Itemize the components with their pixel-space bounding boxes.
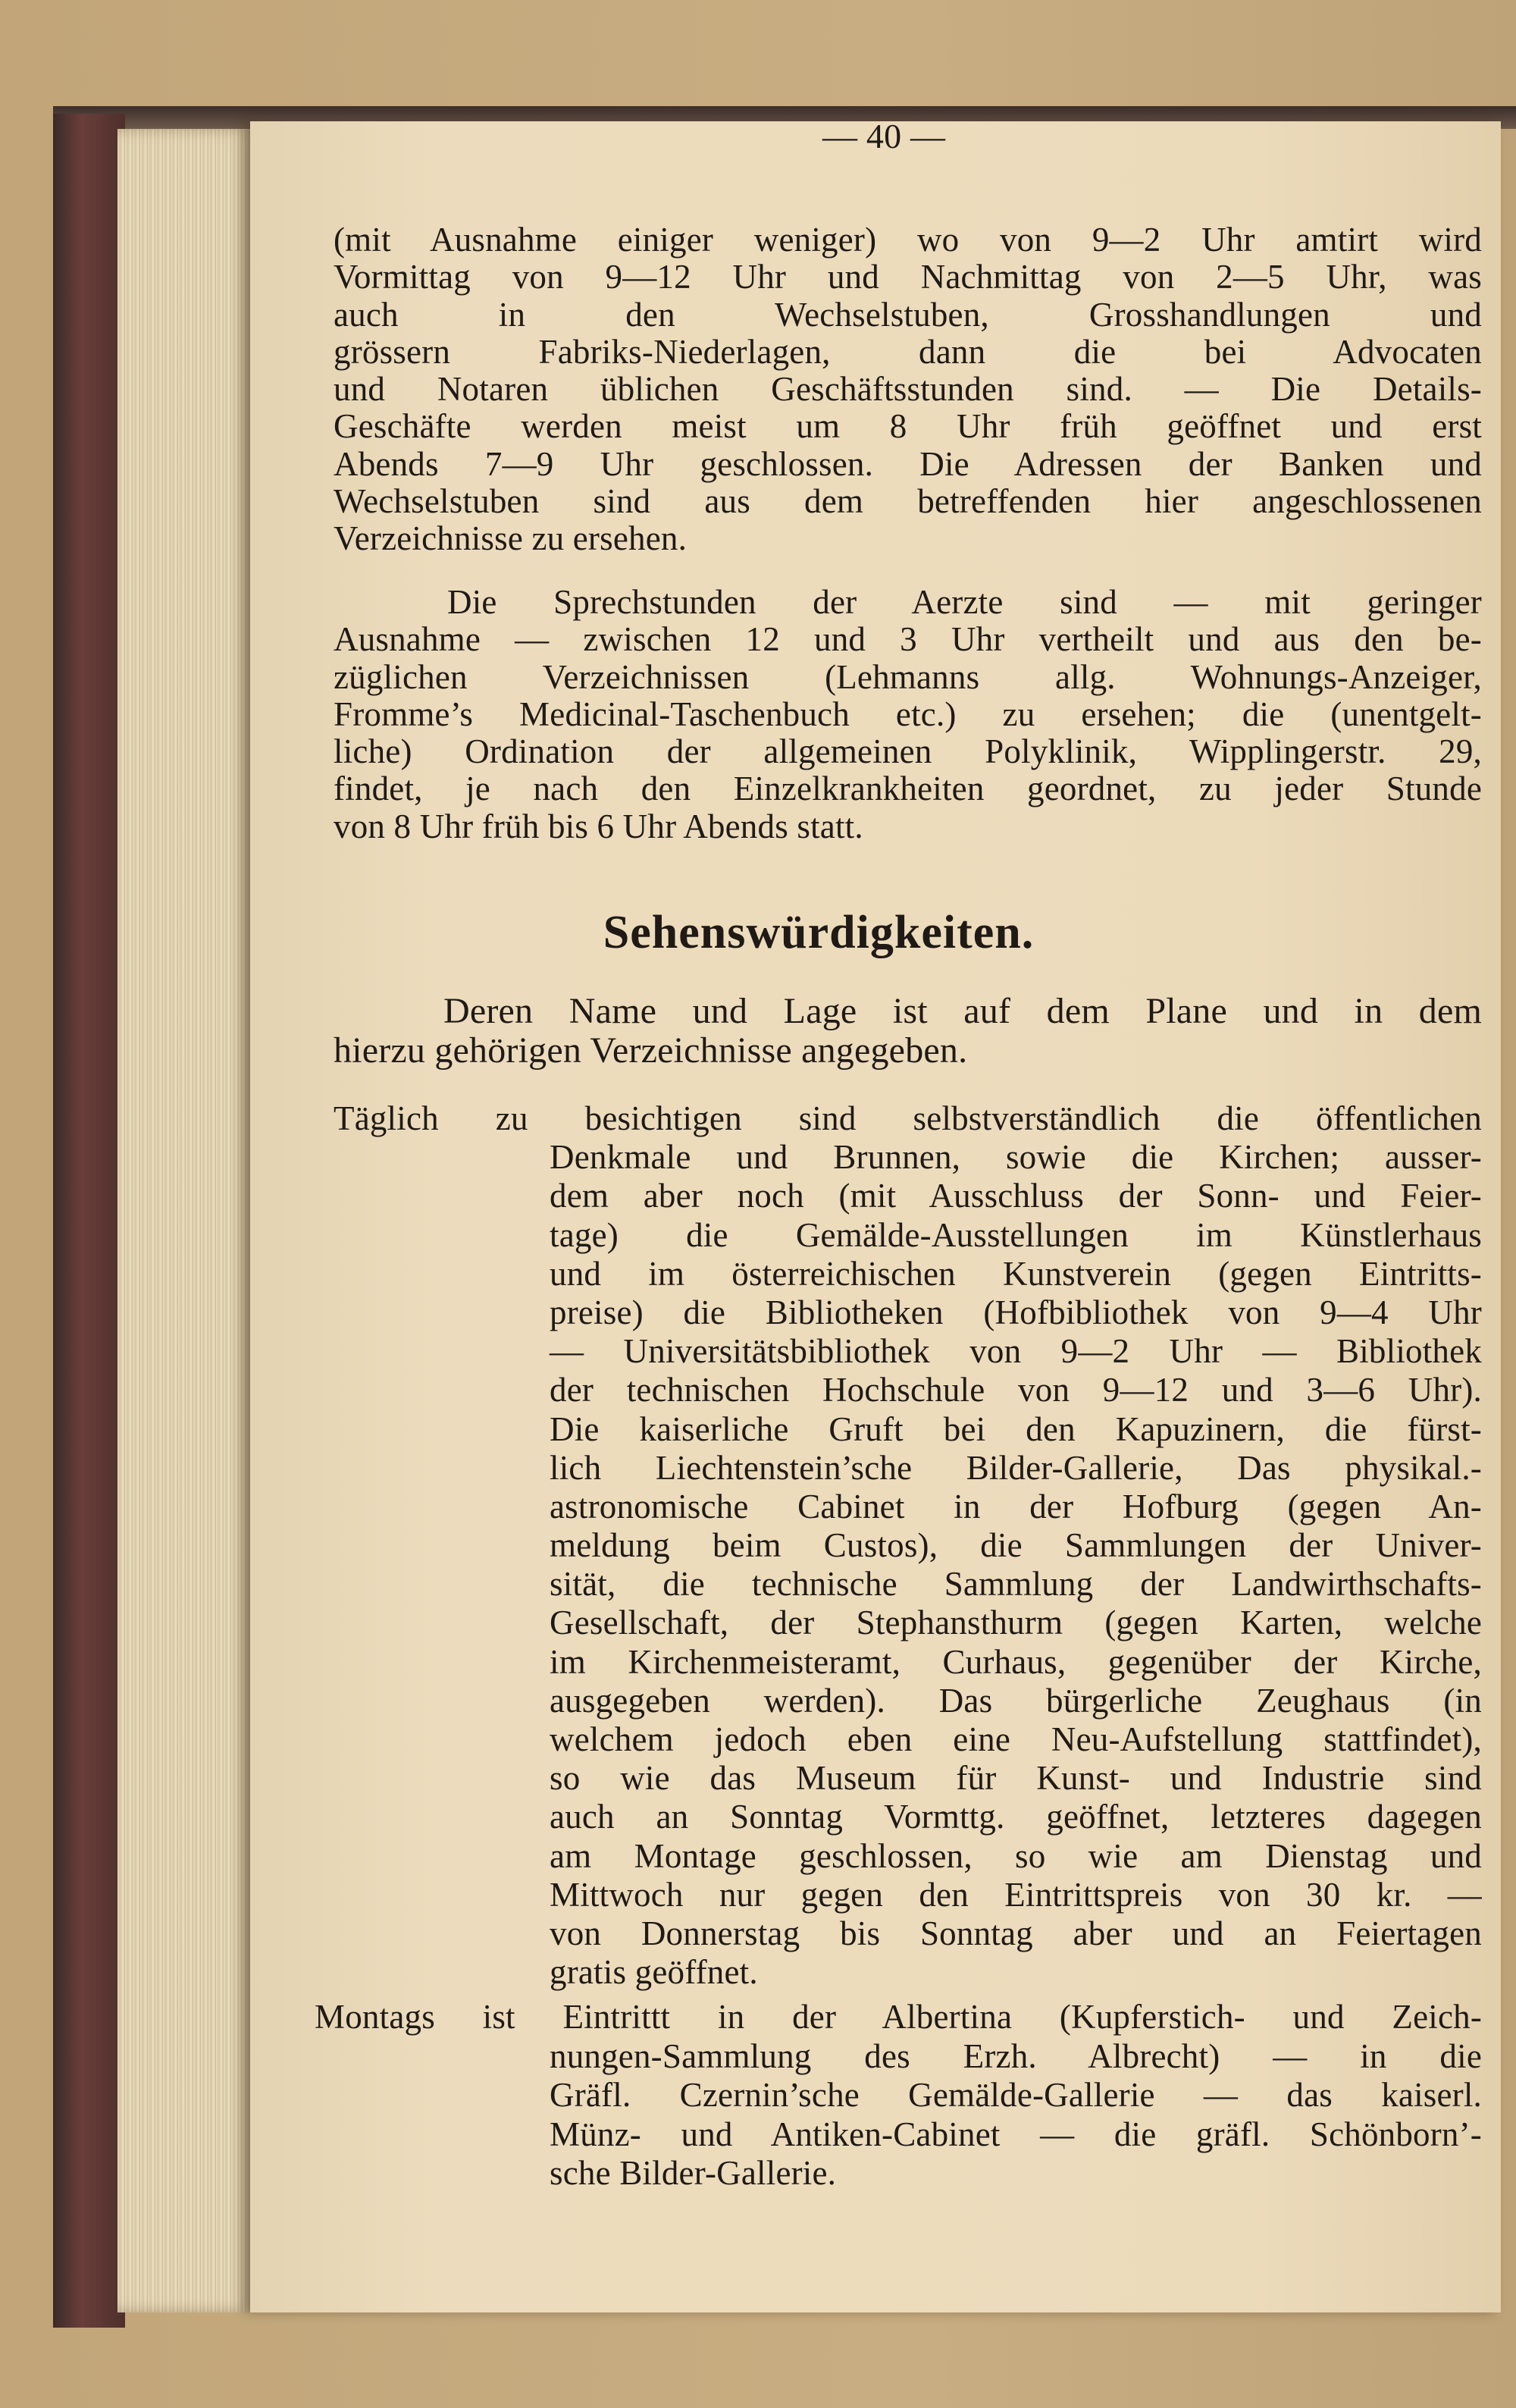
text-line: liche) Ordination der allgemeinen Polyklinik, Wipplingerstr. 29, <box>334 732 1482 771</box>
text-line: tage) die Gemälde-Ausstellungen im Künstlerhaus <box>550 1215 1482 1254</box>
text-line: Geschäfte werden meist um 8 Uhr früh geöffnet und erst <box>334 407 1482 446</box>
page-stack-edges <box>117 129 254 2312</box>
text-line: preise) die Bibliotheken (Hofbibliothek von 9—4 Uhr <box>550 1293 1482 1331</box>
text-line: sität, die technische Sammlung der Landwirthschafts- <box>550 1565 1482 1604</box>
text-line: Verzeichnisse zu ersehen. <box>334 519 688 558</box>
text-line: (mit Ausnahme einiger weniger) wo von 9—2 Uhr amtirt wird <box>334 221 1482 259</box>
text-line: Gräfl. Czernin’sche Gemälde-Gallerie — das kaiserl. <box>550 2076 1482 2114</box>
text-line: Gesellschaft, der Stephansthurm (gegen Karten, welche <box>550 1604 1482 1642</box>
text-line: sche Bilder-Gallerie. <box>550 2154 837 2192</box>
text-line: züglichen Verzeichnissen (Lehmanns allg. Wohnungs-Anzeiger, <box>334 657 1482 696</box>
text-line: hierzu gehörigen Verzeichnisse angegeben. <box>334 1030 968 1071</box>
paragraph-daily-sights <box>334 1099 1482 1992</box>
text-line: lich Liechtenstein’sche Bilder-Gallerie, Das physikal.- <box>550 1448 1482 1487</box>
text-line: gratis geöffnet. <box>550 1953 758 1992</box>
text-line: von Donnerstag bis Sonntag aber und an Feiertagen <box>550 1914 1482 1952</box>
text-line: von 8 Uhr früh bis 6 Uhr Abends statt. <box>334 807 863 845</box>
text-line: so wie das Museum für Kunst- und Industrie sind <box>550 1759 1482 1798</box>
text-line: Mittwoch nur gegen den Eintrittspreis von 30 kr. — <box>550 1875 1482 1914</box>
section-heading: Sehenswürdigkeiten. <box>603 907 1035 958</box>
text-line: — Universitätsbibliothek von 9—2 Uhr — Bibliothek <box>550 1332 1482 1371</box>
paragraph-monday-sights <box>315 1998 1482 2193</box>
text-line: astronomische Cabinet in der Hofburg (gegen An- <box>550 1487 1482 1525</box>
text-line: Vormittag von 9—12 Uhr und Nachmittag von 2—5 Uhr, was <box>334 258 1482 296</box>
paragraph-business-hours <box>334 221 1482 558</box>
text-line: auch an Sonntag Vormttg. geöffnet, letzteres dagegen <box>550 1798 1482 1836</box>
text-line: findet, je nach den Einzelkrankheiten geordnet, zu jeder Stunde <box>334 770 1482 808</box>
text-line: welchem jedoch eben eine Neu-Aufstellung stattfindet), <box>550 1720 1482 1758</box>
text-line: Abends 7—9 Uhr geschlossen. Die Adressen der Banken und <box>334 444 1482 483</box>
book-cover-spine <box>53 114 125 2328</box>
paragraph-intro <box>334 992 1482 1071</box>
text-line: ausgegeben werden). Das bürgerliche Zeughaus (in <box>550 1681 1482 1720</box>
paragraph-doctor-hours <box>334 584 1482 845</box>
text-line: nungen-Sammlung des Erzh. Albrecht) — in die <box>550 2036 1482 2075</box>
text-line: auch in den Wechselstuben, Grosshandlungen und <box>334 295 1482 334</box>
text-line: am Montage geschlossen, so wie am Dienstag und <box>550 1836 1482 1875</box>
text-line: Denkmale und Brunnen, sowie die Kirchen; ausser- <box>550 1138 1482 1177</box>
text-line: im Kirchenmeisteramt, Curhaus, gegenüber der Kirche, <box>550 1642 1482 1681</box>
text-line: Deren Name und Lage ist auf dem Plane und in dem <box>443 991 1482 1031</box>
text-line: meldung beim Custos), die Sammlungen der Univer- <box>550 1526 1482 1565</box>
text-line: Wechselstuben sind aus dem betreffenden hier angeschlossenen <box>334 482 1482 521</box>
page-number: — 40 — <box>822 117 946 155</box>
text-line: Montags ist Eintrittt in der Albertina (Kupferstich- und Zeich- <box>315 1998 1482 2036</box>
text-line: und Notaren üblichen Geschäftsstunden sind. — Die Details- <box>334 370 1482 409</box>
text-line: der technischen Hochschule von 9—12 und 3—6 Uhr). <box>550 1371 1482 1409</box>
text-line: Die kaiserliche Gruft bei den Kapuzinern, die fürst- <box>550 1409 1482 1448</box>
text-line: Fromme’s Medicinal-Taschenbuch etc.) zu ersehen; die (unentgelt- <box>334 694 1482 733</box>
text-line: Die Sprechstunden der Aerzte sind — mit geringer <box>447 583 1482 621</box>
text-line: Münz- und Antiken-Cabinet — die gräfl. Schönborn’- <box>550 2115 1482 2153</box>
text-line: grössern Fabriks-Niederlagen, dann die bei Advocaten <box>334 332 1482 371</box>
text-line: Täglich zu besichtigen sind selbstverständlich die öffentlichen <box>334 1099 1482 1137</box>
text-line: dem aber noch (mit Ausschluss der Sonn- und Feier- <box>550 1177 1482 1215</box>
text-line: und im österreichischen Kunstverein (gegen Eintritts- <box>550 1254 1482 1293</box>
text-line: Ausnahme — zwischen 12 und 3 Uhr vertheilt und aus den be- <box>334 620 1482 659</box>
